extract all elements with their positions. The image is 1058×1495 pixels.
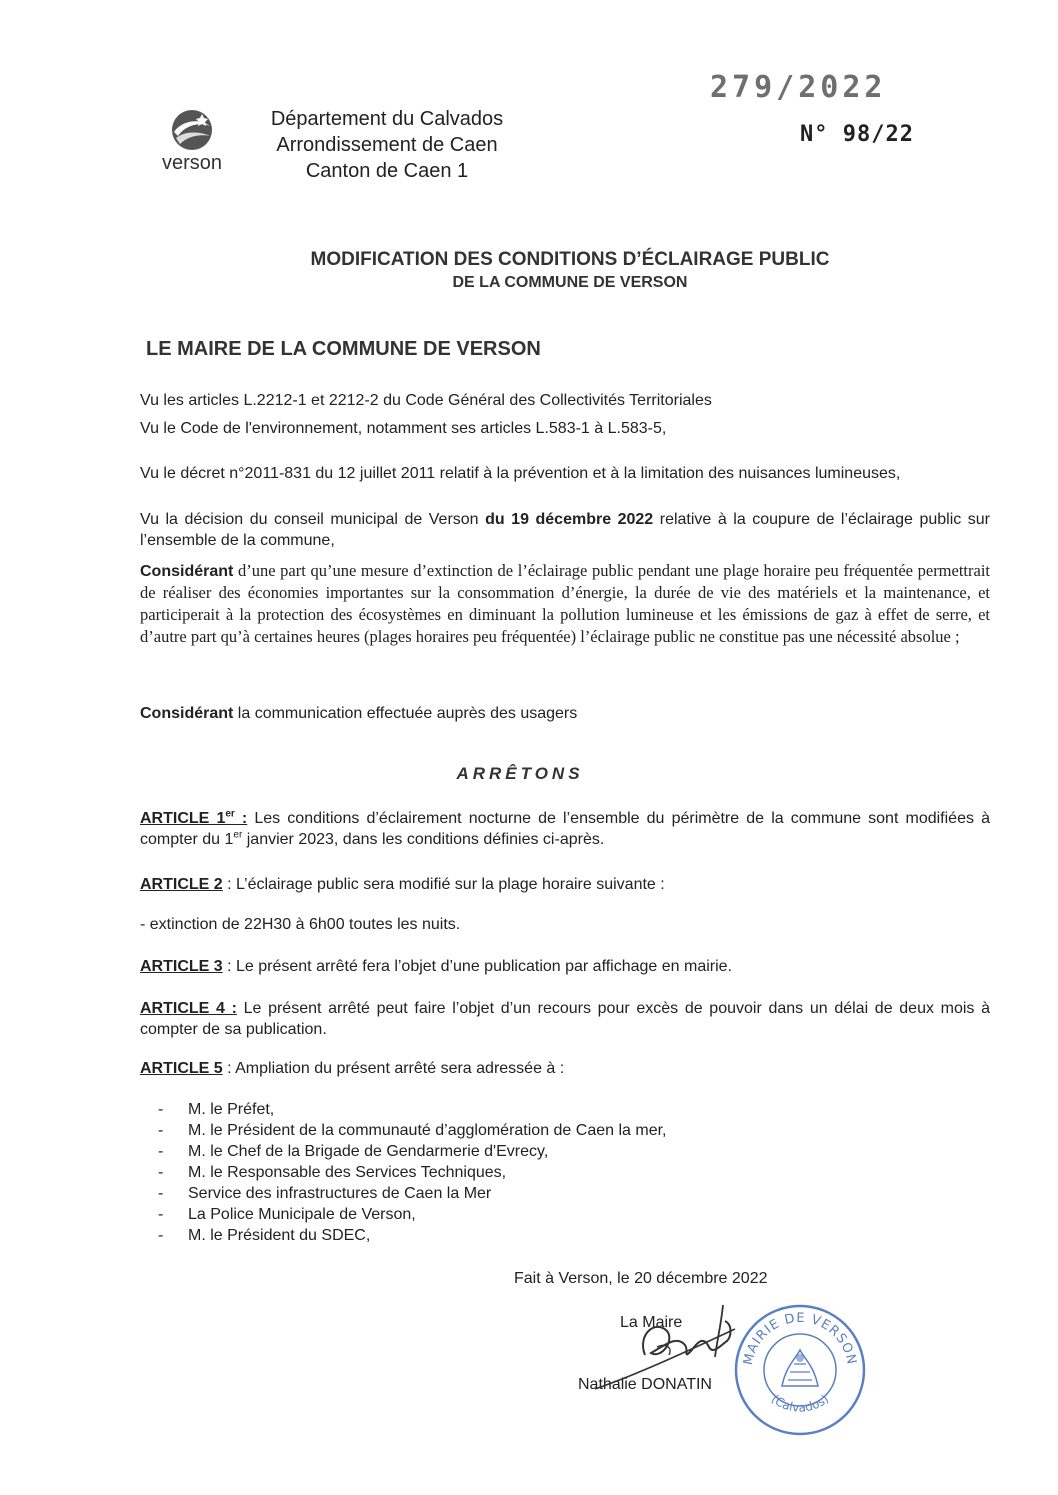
article-5: ARTICLE 5 : Ampliation du présent arrêté sera adressée à : bbox=[140, 1060, 565, 1077]
article-5-label: ARTICLE 5 bbox=[140, 1060, 223, 1077]
seal-top-text: MAIRIE DE VERSON bbox=[741, 1310, 859, 1367]
list-item: - M. le Président du SDEC, bbox=[158, 1225, 858, 1246]
visa-conseil-post: relative à la coupure de l’éclairage public sur l’ensemble de la commune, bbox=[140, 511, 991, 549]
considerant-label: Considérant bbox=[140, 705, 234, 722]
visa-cgct: Vu les articles L.2212-1 et 2212-2 du Code Général des Collectivités Territoriales bbox=[140, 392, 712, 409]
verson-logo bbox=[152, 106, 232, 178]
signatory-role: La Maire bbox=[620, 1314, 683, 1331]
considerant-text: la communication effectuée auprès des usagers bbox=[233, 705, 578, 722]
list-item: - M. le Préfet, bbox=[158, 1099, 858, 1120]
article-2: ARTICLE 2 : L’éclairage public sera modifié sur la plage horaire suivante : bbox=[140, 876, 665, 893]
article-1-label: ARTICLE 1er : bbox=[140, 808, 248, 827]
article-2-label: ARTICLE 2 bbox=[140, 876, 223, 893]
article-4: ARTICLE 4 : Le présent arrêté peut faire l’objet d’un recours pour excès de pouvoir dans un délai de deux mois à compter de sa publication. bbox=[140, 1000, 991, 1038]
considerant-text: d’une part qu’une mesure d’extinction de l’éclairage public pendant une plage horaire peu fréquentée permettrait de réaliser des économies importantes sur la consommation d’énergie, la durée de vie des matériels et la maintenance, et participerait à la protection des écosystèmes en diminuant la pollution lumineuse et les émissions de gaz à effet de serre, et d’autre part qu’à certaines heures (plages horaires peu fréquentée) l’éclairage public ne constitue pas une nécessité absolue ; bbox=[140, 561, 990, 646]
article-2-schedule: - extinction de 22H30 à 6h00 toutes les nuits. bbox=[140, 916, 461, 933]
considerant-extinction bbox=[140, 560, 990, 648]
visa-decret: Vu le décret n°2011-831 du 12 juillet 2011 relatif à la prévention et à la limitation des nuisances lumineuses, bbox=[140, 465, 901, 482]
globe-swirl-icon bbox=[152, 106, 232, 152]
seal-bottom-text: (Calvados) bbox=[768, 1391, 832, 1415]
considerant-communication bbox=[140, 703, 990, 724]
handwritten-signature bbox=[585, 1285, 755, 1395]
document-title bbox=[140, 248, 1000, 294]
list-item: - M. le Chef de la Brigade de Gendarmerie d'Evrecy, bbox=[158, 1141, 858, 1162]
title-line-1: MODIFICATION DES CONDITIONS D’ÉCLAIRAGE PUBLIC bbox=[310, 249, 830, 270]
article-1: ARTICLE 1er : Les conditions d’éclairement nocturne de l’ensemble du périmètre de la commune sont modifiées à compter du 1er janvier 2023, dans les conditions définies ci-après. bbox=[140, 808, 990, 848]
article-4-label: ARTICLE 4 : bbox=[140, 1000, 237, 1017]
visa-code-environnement: Vu le Code de l'environnement, notamment ses articles L.583-1 à L.583-5, bbox=[140, 420, 667, 437]
list-item: - Service des infrastructures de Caen la Mer bbox=[158, 1183, 858, 1204]
list-item: - M. le Président de la communauté d’agglomération de Caen la mer, bbox=[158, 1120, 858, 1141]
reference-number: N° 98/22 bbox=[800, 122, 914, 147]
svg-text:(Calvados) bbox=[769, 1392, 832, 1415]
visa-conseil-municipal bbox=[140, 509, 990, 551]
list-item: - M. le Responsable des Services Techniques, bbox=[158, 1162, 858, 1183]
issuing-authority: LE MAIRE DE LA COMMUNE DE VERSON bbox=[146, 338, 541, 360]
arretons-heading: ARRÊTONS bbox=[456, 764, 584, 783]
place-and-date: Fait à Verson, le 20 décembre 2022 bbox=[514, 1270, 768, 1287]
registration-stamp-number: 279/2022 bbox=[710, 70, 887, 105]
arrondissement-line: Arrondissement de Caen bbox=[276, 134, 498, 156]
considerant-label: Considérant bbox=[140, 563, 234, 580]
signatory-name: Nathalie DONATIN bbox=[578, 1376, 712, 1393]
article-3-label: ARTICLE 3 bbox=[140, 958, 223, 975]
visa-conseil-date: du 19 décembre 2022 bbox=[485, 511, 654, 528]
administrative-header bbox=[252, 106, 522, 184]
recipients-list bbox=[158, 1099, 858, 1246]
canton-line: Canton de Caen 1 bbox=[305, 160, 469, 182]
visa-conseil-pre: Vu la décision du conseil municipal de Verson bbox=[140, 511, 486, 528]
list-item: - La Police Municipale de Verson, bbox=[158, 1204, 858, 1225]
title-line-2: DE LA COMMUNE DE VERSON bbox=[452, 274, 688, 291]
logo-label: verson bbox=[161, 152, 223, 174]
article-3: ARTICLE 3 : Le présent arrêté fera l’objet d’une publication par affichage en mairie. bbox=[140, 958, 733, 975]
department-line: Département du Calvados bbox=[270, 108, 504, 130]
